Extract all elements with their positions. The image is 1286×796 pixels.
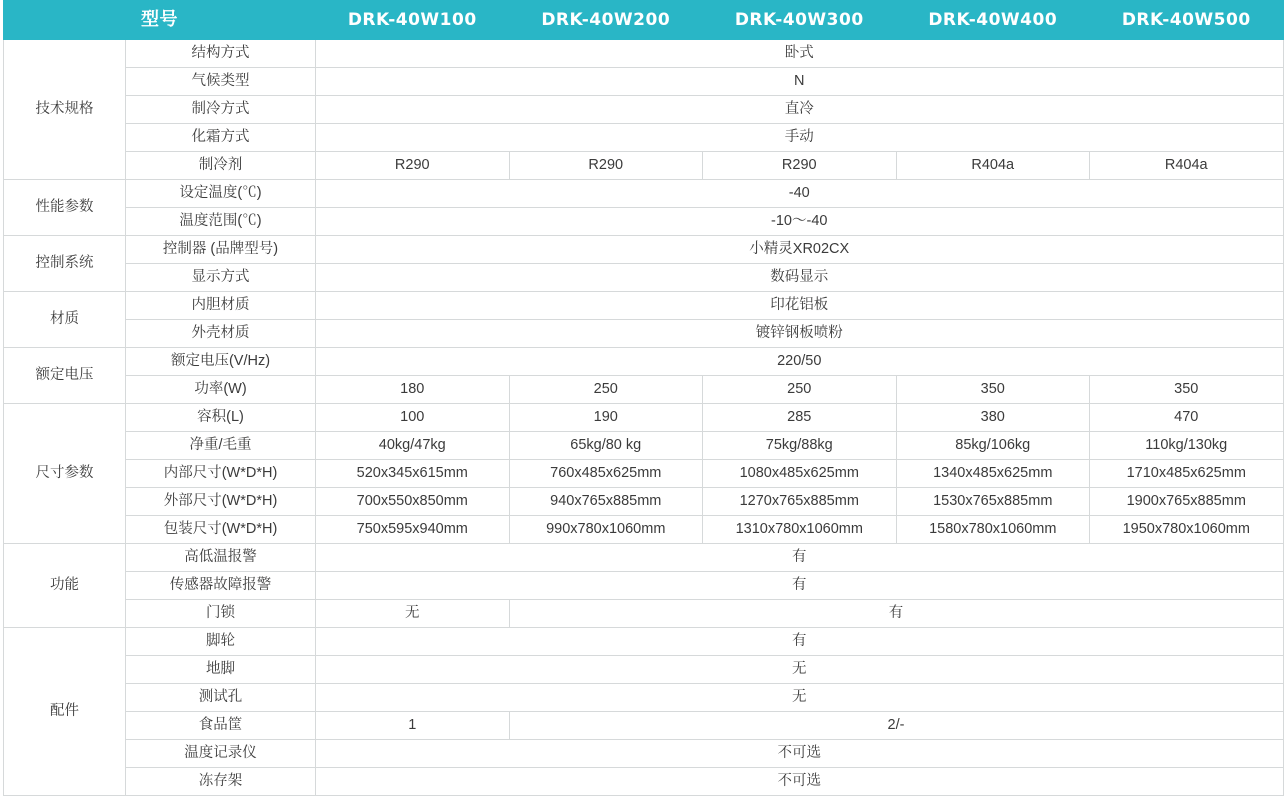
value-cell: 1 [316, 712, 510, 740]
value-cell: 1900x765x885mm [1090, 488, 1284, 516]
header-model-3: DRK-40W300 [703, 1, 897, 40]
group-label: 额定电压 [4, 348, 126, 404]
group-label: 技术规格 [4, 40, 126, 180]
value-cell: 直冷 [316, 96, 1284, 124]
table-row [4, 488, 1284, 516]
value-cell: 65kg/80 kg [509, 432, 703, 460]
value-cell: R290 [316, 152, 510, 180]
specification-table [3, 0, 1284, 796]
value-cell: 1530x765x885mm [896, 488, 1090, 516]
table-row [4, 68, 1284, 96]
value-cell: 不可选 [316, 768, 1284, 796]
table-row [4, 712, 1284, 740]
value-cell: 700x550x850mm [316, 488, 510, 516]
value-cell: 卧式 [316, 40, 1284, 68]
value-cell: 手动 [316, 124, 1284, 152]
header-model-2: DRK-40W200 [509, 1, 703, 40]
value-cell: 190 [509, 404, 703, 432]
value-cell: 无 [316, 684, 1284, 712]
attribute-label: 温度范围(℃) [126, 208, 316, 236]
table-row [4, 600, 1284, 628]
value-cell: 1340x485x625mm [896, 460, 1090, 488]
attribute-label: 容积(L) [126, 404, 316, 432]
attribute-label: 地脚 [126, 656, 316, 684]
value-cell: R404a [896, 152, 1090, 180]
table-row [4, 292, 1284, 320]
value-cell: R290 [509, 152, 703, 180]
value-cell: 有 [316, 544, 1284, 572]
attribute-label: 内部尺寸(W*D*H) [126, 460, 316, 488]
value-cell: 350 [1090, 376, 1284, 404]
attribute-label: 包装尺寸(W*D*H) [126, 516, 316, 544]
table-row [4, 460, 1284, 488]
table-row [4, 376, 1284, 404]
attribute-label: 温度记录仪 [126, 740, 316, 768]
group-label: 性能参数 [4, 180, 126, 236]
attribute-label: 显示方式 [126, 264, 316, 292]
header-model-4: DRK-40W400 [896, 1, 1090, 40]
header-model-label: 型号 [4, 1, 316, 40]
value-cell: 小精灵XR02CX [316, 236, 1284, 264]
value-cell: 470 [1090, 404, 1284, 432]
attribute-label: 制冷剂 [126, 152, 316, 180]
value-cell: 1310x780x1060mm [703, 516, 897, 544]
table-row [4, 208, 1284, 236]
value-cell: 760x485x625mm [509, 460, 703, 488]
attribute-label: 冻存架 [126, 768, 316, 796]
attribute-label: 高低温报警 [126, 544, 316, 572]
attribute-label: 制冷方式 [126, 96, 316, 124]
value-cell: 180 [316, 376, 510, 404]
value-cell: 镀锌钢板喷粉 [316, 320, 1284, 348]
attribute-label: 测试孔 [126, 684, 316, 712]
attribute-label: 控制器 (品牌型号) [126, 236, 316, 264]
attribute-label: 功率(W) [126, 376, 316, 404]
value-cell: 285 [703, 404, 897, 432]
value-cell: 250 [509, 376, 703, 404]
group-label: 材质 [4, 292, 126, 348]
value-cell: 1080x485x625mm [703, 460, 897, 488]
value-cell: 350 [896, 376, 1090, 404]
group-label: 配件 [4, 628, 126, 796]
table-row [4, 40, 1284, 68]
value-cell: R404a [1090, 152, 1284, 180]
attribute-label: 脚轮 [126, 628, 316, 656]
table-row [4, 516, 1284, 544]
attribute-label: 气候类型 [126, 68, 316, 96]
value-cell: 数码显示 [316, 264, 1284, 292]
attribute-label: 食品筐 [126, 712, 316, 740]
group-label: 尺寸参数 [4, 404, 126, 544]
value-cell: 85kg/106kg [896, 432, 1090, 460]
attribute-label: 内胆材质 [126, 292, 316, 320]
table-row [4, 96, 1284, 124]
attribute-label: 净重/毛重 [126, 432, 316, 460]
value-cell: 有 [316, 628, 1284, 656]
table-row [4, 236, 1284, 264]
table-row [4, 348, 1284, 376]
header-model-5: DRK-40W500 [1090, 1, 1284, 40]
table-row [4, 264, 1284, 292]
value-cell: 无 [316, 656, 1284, 684]
value-cell: 不可选 [316, 740, 1284, 768]
table-row [4, 656, 1284, 684]
value-cell: 100 [316, 404, 510, 432]
table-header [4, 1, 1284, 40]
value-cell: 940x765x885mm [509, 488, 703, 516]
attribute-label: 额定电压(V/Hz) [126, 348, 316, 376]
group-label: 功能 [4, 544, 126, 628]
value-cell: 75kg/88kg [703, 432, 897, 460]
value-cell: 有 [316, 572, 1284, 600]
table-row [4, 124, 1284, 152]
attribute-label: 门锁 [126, 600, 316, 628]
value-cell: -40 [316, 180, 1284, 208]
value-cell: 250 [703, 376, 897, 404]
table-row [4, 152, 1284, 180]
table-row [4, 684, 1284, 712]
value-cell: 220/50 [316, 348, 1284, 376]
value-cell: 110kg/130kg [1090, 432, 1284, 460]
table-row [4, 320, 1284, 348]
value-cell: -10〜-40 [316, 208, 1284, 236]
value-cell: 40kg/47kg [316, 432, 510, 460]
value-cell: 750x595x940mm [316, 516, 510, 544]
attribute-label: 设定温度(℃) [126, 180, 316, 208]
attribute-label: 结构方式 [126, 40, 316, 68]
table-row [4, 404, 1284, 432]
value-cell: 990x780x1060mm [509, 516, 703, 544]
table-header-row [4, 1, 1284, 40]
table-body [4, 40, 1284, 796]
value-cell: R290 [703, 152, 897, 180]
table-row [4, 572, 1284, 600]
table-row [4, 768, 1284, 796]
value-cell: 1950x780x1060mm [1090, 516, 1284, 544]
attribute-label: 外壳材质 [126, 320, 316, 348]
value-cell: 1270x765x885mm [703, 488, 897, 516]
table-row [4, 628, 1284, 656]
value-cell: 有 [509, 600, 1283, 628]
table-row [4, 432, 1284, 460]
attribute-label: 传感器故障报警 [126, 572, 316, 600]
table-row [4, 180, 1284, 208]
value-cell: 印花铝板 [316, 292, 1284, 320]
value-cell: 1710x485x625mm [1090, 460, 1284, 488]
value-cell: 2/- [509, 712, 1283, 740]
table-row [4, 544, 1284, 572]
value-cell: 380 [896, 404, 1090, 432]
attribute-label: 化霜方式 [126, 124, 316, 152]
table-row [4, 740, 1284, 768]
value-cell: 520x345x615mm [316, 460, 510, 488]
header-model-1: DRK-40W100 [316, 1, 510, 40]
value-cell: 1580x780x1060mm [896, 516, 1090, 544]
group-label: 控制系统 [4, 236, 126, 292]
value-cell: 无 [316, 600, 510, 628]
attribute-label: 外部尺寸(W*D*H) [126, 488, 316, 516]
value-cell: N [316, 68, 1284, 96]
